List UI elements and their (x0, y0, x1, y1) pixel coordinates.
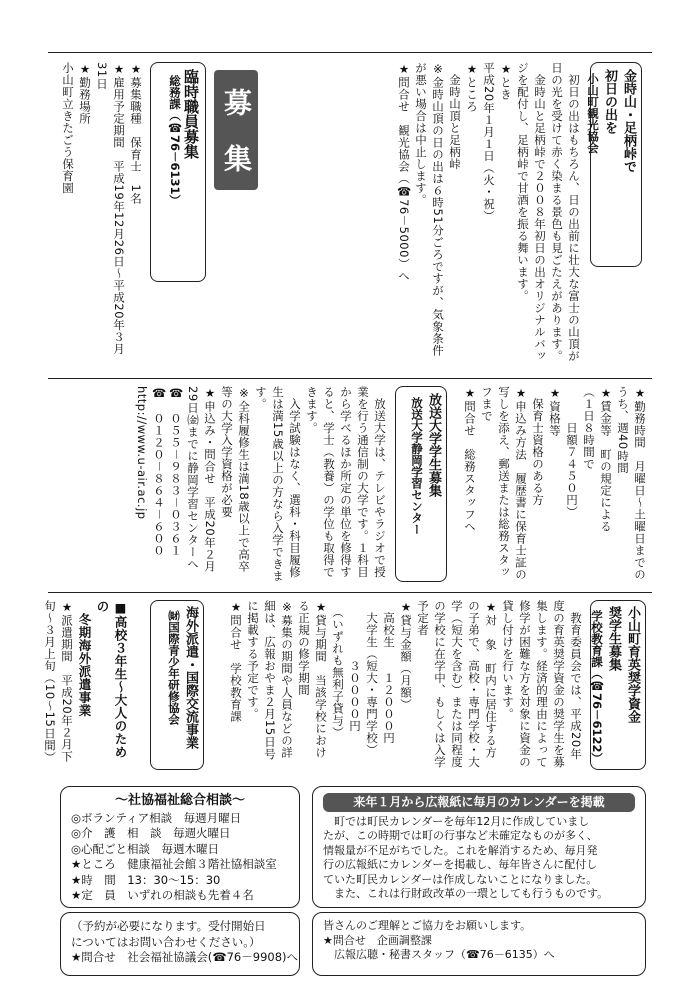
bosyu-banner (214, 70, 258, 190)
kaigai-dept: ㈶国際青少年研修協会 (167, 610, 181, 725)
rinji-title-box (150, 62, 206, 282)
kaigai-title-box (150, 600, 204, 770)
rinji-dept: 総務課（☎76－6131） (168, 75, 182, 207)
calendar-line-3: 情報量が不足がちでした。これを解消するため、毎月発 (323, 843, 598, 857)
shogaku-body: 教育委員会では、平成20年度の育英奨学資金の奨学生を募集します。経済的理由によって修学が困難な方を対象に資金の貸し付けを行います。 ★対 象 町内に居住する方の子弟で、高校・専門学校・大学（短大を含む）または同程度の学校に在学中、もしくは入学予定者 ★貸与金額（月額） 高校生 １２０００円 大学生（短大・専門学校） ３００００円 （いずれも無利子貸与） ★貸与期間 当該学校における正規の修学期間 ※募集の期間や人員などの詳細は、広報おやま２月15日号に掲載する予定です。 ★問合せ 学校教育課 (229, 600, 583, 768)
kaigai-subtitle: ■高校３年生〜大人のための 冬期海外派遣事業 (77, 600, 128, 759)
soudan-line-7: （予約が必要になります。受付開始日 (71, 919, 266, 933)
calendar-extra-box (312, 912, 646, 976)
calendar-line-1: 町では町民カレンダーを毎年12月に作成していまし (323, 814, 590, 828)
row-divider-2 (48, 592, 652, 593)
kaigai-title: 海外派遣・国際交流事業 (183, 606, 198, 749)
soudan-info-box (60, 786, 300, 908)
rinji-title: 臨時職員募集 (182, 69, 200, 159)
bottom-wrap (48, 776, 652, 991)
shogaku-title-box (590, 600, 646, 770)
soudan-line-9: ★問合せ 社会福祉協議会(☎76－9908)へ (71, 950, 299, 964)
shogaku-title: 小山町育英奨学資金 奨学生募集 (606, 606, 640, 723)
calendar-line-5: ていた町民カレンダーは作成しないことになりました。 (323, 872, 598, 886)
kintoki-body: 初日の出はもちろん、日の出前に壮大な富士の山頂が日の光を受けて赤く染まる景色も見ごたえがあります。 金時山と足柄峠で２００８年初日の出オリジナルバッジを配付し、足柄峠で甘酒を振る舞います。 ★とき 平成20年１月１日（火・祝） ★ところ 金時山頂と足柄峠 ※金時山頂の日の出は６時51分ごろですが、気象条件が悪い場合は中止します。 ★問合せ 観光協会（☎76－5000）へ (397, 62, 581, 362)
top-rule (48, 52, 652, 53)
soudan-line-8: についてはお問い合わせください。） (71, 934, 261, 949)
calendar-title: 来年１月から広報紙に毎月のカレンダーを掲載 (323, 793, 635, 812)
soudan-line-1: ◎ボランティア相談 毎週月曜日 (71, 810, 242, 825)
kaigai-body: ★派遣期間 平成20年２月下旬〜３月上旬（10〜15日間） (43, 600, 74, 764)
calendar-line-6: また、これは行財政改革の一環としても行うものです。 (323, 887, 609, 900)
soudan-line-6: ★定 員 いずれの相談も先着４名 (71, 888, 254, 902)
shogaku-dept: 学校教育課（☎76－6122） (590, 610, 604, 765)
kintoki-title: 金時山・足柄峠で 初日の出を (602, 69, 636, 173)
calendar-line-7: 皆さんのご理解とご協力をお願いします。 (323, 919, 532, 932)
soudan-line-2: ◎介 護 相 談 毎週火曜日 (71, 826, 231, 840)
hoso-title: 放送大学学生募集 (426, 393, 441, 497)
kintoki-dept: 小山町観光協会 (586, 73, 600, 154)
calendar-line-8: ★問合せ 企画調整課 (323, 933, 432, 947)
hoso-dept: 放送大学静岡学習センター (410, 397, 424, 535)
bosyu-title: 募 集 (220, 88, 253, 172)
hoso-body: 放送大学は、テレビやラジオで授業を行う通信制の大学です。１科目から学べるほか所定の単位を修得すると、学士（教養）の学位も取得できます。 入学試験はなく、選科・科目履修生は満15歳以上の方なら入学できます。 ※全科履修生は満18歳以上で高卒等の大学入学資格が必要 ★申込み・問合せ 平成20年２月29日㈮までに静岡学習センターへ ☎ ０５５－９８３－０３６１ ☎ ０１２０－８６４－６００ http://www.u-air.ac.jp (135, 386, 387, 582)
calendar-line-4: 行の広報紙にカレンダーを掲載し、毎年皆さんに配付し (323, 858, 598, 871)
calendar-line-9: 広報広聴・秘書スタッフ（☎76－6135）へ (323, 948, 555, 961)
kinmu-body: ★勤務時間 月曜日〜土曜日までのうち、週40時間 ★賃金等 町の規定による （１日８時間で 日額７４５０円） ★資格等 保育士資格のある方 ★申込み方法 履歴書に保育士証の写しを添え、郵送または総務スタッフまで ★問合せ 総務スタッフへ (463, 386, 647, 581)
rinji-body: ★募集職種 保育士 1名 ★雇用予定期間 平成19年12月26日〜平成20年３月31日 ★勤務場所 小山町立きたごう保育園 (61, 62, 143, 356)
soudan-line-3: ◎心配ごと相談 毎週木曜日 (71, 841, 220, 856)
calendar-notice-box (312, 786, 646, 908)
soudan-line-4: ★ところ 健康福祉会館３階社協相談室 (71, 857, 277, 871)
calendar-line-2: たが、この時期では町の行事など未確定なものが多く、 (323, 829, 598, 842)
hoso-title-box (395, 386, 447, 582)
row-divider-1 (48, 378, 652, 379)
soudan-title: 〜社協福祉総合相談〜 (114, 793, 245, 808)
soudan-line-5: ★時 間 13：30〜15：30 (71, 872, 221, 887)
kintoki-title-box (586, 62, 642, 267)
kaigai-content (43, 600, 146, 770)
soudan-extra-box (60, 912, 300, 976)
